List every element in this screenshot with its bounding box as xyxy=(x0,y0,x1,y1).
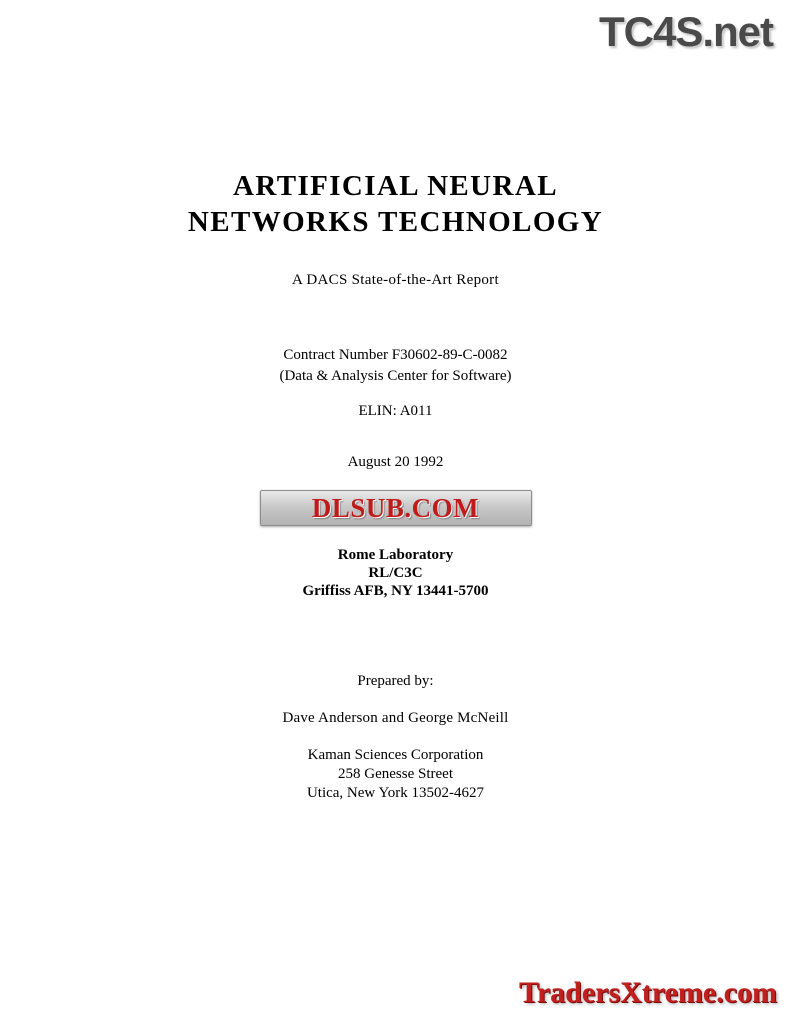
document-title-line-2: NETWORKS TECHNOLOGY xyxy=(187,206,604,238)
watermark-top-right: TC4S.net xyxy=(598,8,773,55)
watermark-bottom-right: TradersXtreme.com xyxy=(519,976,777,1009)
publication-date: August 20 1992 xyxy=(347,454,444,470)
sponsor-code: RL/C3C xyxy=(368,565,423,581)
sponsor-name: Rome Laboratory xyxy=(337,547,454,563)
elin-number: ELIN: A011 xyxy=(358,403,433,419)
preparer-name: Kaman Sciences Corporation xyxy=(307,747,484,763)
authors: Dave Anderson and George McNeill xyxy=(282,710,509,726)
document-title-line-1: ARTIFICIAL NEURAL xyxy=(233,170,558,202)
watermark-center-badge xyxy=(260,490,532,526)
prepared-by-label: Prepared by: xyxy=(357,673,434,689)
preparer-city: Utica, New York 13502-4627 xyxy=(306,785,485,801)
preparer-street: 258 Genesse Street xyxy=(338,766,453,782)
document-subtitle: A DACS State-of-the-Art Report xyxy=(292,272,499,288)
sponsor-address xyxy=(0,546,791,600)
document-title xyxy=(0,168,791,240)
watermark-center-label: DLSUB.COM xyxy=(311,492,480,523)
contract-info xyxy=(0,345,791,387)
preparer-address xyxy=(0,746,791,803)
sponsor-location: Griffiss AFB, NY 13441-5700 xyxy=(302,583,489,599)
contract-number: Contract Number F30602-89-C-0082 xyxy=(283,347,508,363)
contract-organization: (Data & Analysis Center for Software) xyxy=(279,368,512,384)
